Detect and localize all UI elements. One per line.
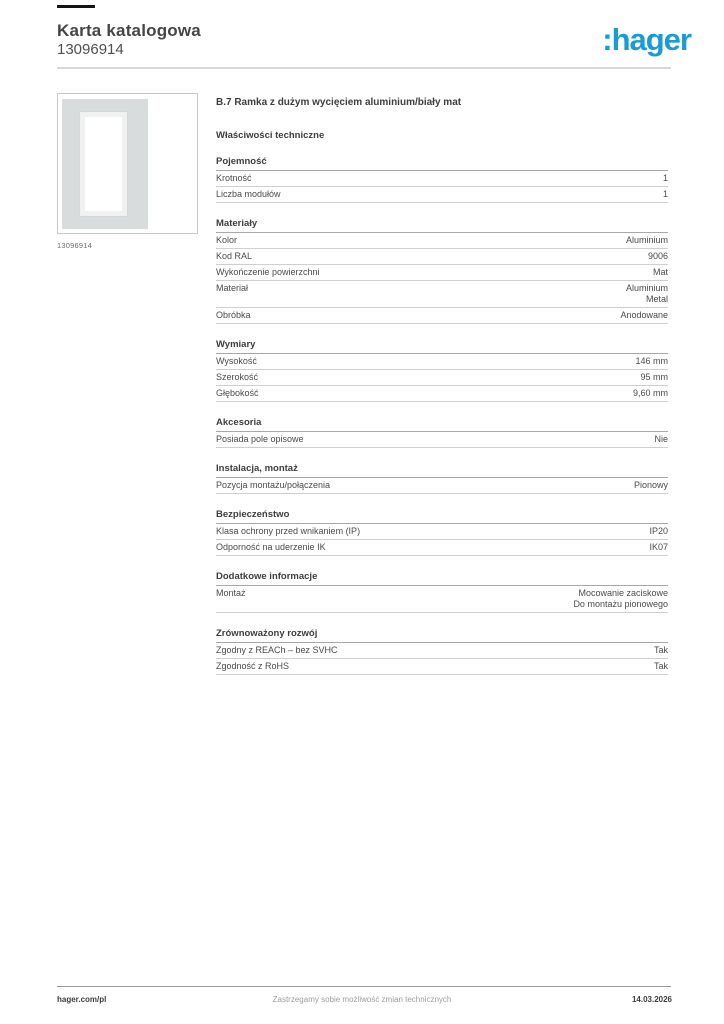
spec-value-line: 9,60 mm <box>632 388 668 398</box>
spec-section <box>216 219 668 324</box>
spec-value <box>663 189 668 200</box>
spec-row <box>216 432 668 448</box>
spec-value-line: Mocowanie zaciskowe <box>578 588 668 598</box>
spec-label: Kolor <box>216 235 238 245</box>
spec-section <box>216 629 668 675</box>
spec-row <box>216 281 668 308</box>
spec-label: Zgodność z RoHS <box>216 661 290 671</box>
spec-value <box>626 283 668 305</box>
specs-sections <box>216 157 668 675</box>
spec-label: Materiał <box>216 283 249 293</box>
spec-value-line: Nie <box>654 434 668 444</box>
spec-value-line: 9006 <box>647 251 668 261</box>
spec-section-title: Materiały <box>216 219 668 233</box>
footer-divider <box>57 986 671 987</box>
spec-value-line: IP20 <box>649 526 668 536</box>
spec-value-line: 146 mm <box>635 356 668 366</box>
footer-disclaimer: Zastrzegamy sobie możliwość zmian technicznych <box>272 995 452 1004</box>
product-name: B.7 Ramka z dużym wycięciem aluminium/biały mat <box>216 97 462 108</box>
spec-label: Odporność na uderzenie IK <box>216 542 326 552</box>
spec-label: Wykończenie powierzchni <box>216 267 320 277</box>
spec-value <box>635 356 668 367</box>
spec-section <box>216 572 668 613</box>
spec-row <box>216 659 668 675</box>
spec-section <box>216 340 668 402</box>
spec-section <box>216 464 668 494</box>
spec-section-title: Dodatkowe informacje <box>216 572 668 586</box>
spec-row <box>216 643 668 659</box>
spec-section-title: Akcesoria <box>216 418 668 432</box>
spec-value-line: 95 mm <box>640 372 668 382</box>
spec-row <box>216 249 668 265</box>
top-crop-mark <box>57 5 95 8</box>
spec-value <box>649 526 668 537</box>
spec-row <box>216 370 668 386</box>
spec-value-line: Anodowane <box>620 310 668 320</box>
spec-label: Klasa ochrony przed wnikaniem (IP) <box>216 526 361 536</box>
spec-section-title: Pojemność <box>216 157 668 171</box>
spec-value-line: 1 <box>662 189 668 199</box>
spec-section-title: Wymiary <box>216 340 668 354</box>
spec-row <box>216 586 668 613</box>
spec-value <box>654 645 668 656</box>
product-image <box>57 93 198 234</box>
specs-column <box>216 93 668 675</box>
spec-section-title: Instalacja, montaż <box>216 464 668 478</box>
spec-value <box>648 251 668 262</box>
spec-label: Wysokość <box>216 356 257 366</box>
spec-row <box>216 308 668 324</box>
spec-row <box>216 354 668 370</box>
spec-label: Obróbka <box>216 310 251 320</box>
header-divider <box>57 67 671 69</box>
spec-value <box>634 480 668 491</box>
spec-row <box>216 187 668 203</box>
spec-label: Liczba modułów <box>216 189 281 199</box>
spec-label: Krotność <box>216 173 252 183</box>
spec-value <box>654 661 668 672</box>
spec-value-line: Mat <box>652 267 668 277</box>
spec-value <box>649 542 668 553</box>
spec-value-line: 1 <box>662 173 668 183</box>
spec-value-line: Pionowy <box>633 480 668 490</box>
spec-row <box>216 386 668 402</box>
spec-label: Zgodny z REACh – bez SVHC <box>216 645 338 655</box>
spec-section-title: Zrównoważony rozwój <box>216 629 668 643</box>
product-image-caption: 13096914 <box>57 241 92 250</box>
spec-value <box>654 434 668 445</box>
spec-label: Posiada pole opisowe <box>216 434 304 444</box>
spec-row <box>216 478 668 494</box>
frame-plate-graphic <box>62 99 148 229</box>
spec-value <box>663 173 668 184</box>
spec-value-line: Metal <box>645 294 668 304</box>
product-number: 13096914 <box>57 41 124 58</box>
spec-section <box>216 510 668 556</box>
spec-section <box>216 157 668 203</box>
spec-section-title: Bezpieczeństwo <box>216 510 668 524</box>
spec-value-line: Tak <box>653 645 668 655</box>
spec-row <box>216 171 668 187</box>
hager-logo: :hager <box>602 22 691 57</box>
spec-value <box>573 588 668 610</box>
spec-value <box>640 372 668 383</box>
spec-label: Szerokość <box>216 372 259 382</box>
spec-value-line: Aluminium <box>625 235 668 245</box>
spec-row <box>216 524 668 540</box>
spec-value-line: Do montażu pionowego <box>573 599 668 609</box>
spec-row <box>216 540 668 556</box>
spec-value <box>620 310 668 321</box>
spec-label: Pozycja montażu/połączenia <box>216 480 331 490</box>
spec-value <box>633 388 668 399</box>
spec-section <box>216 418 668 448</box>
spec-value <box>653 267 668 278</box>
specs-heading: Właściwości techniczne <box>216 130 325 141</box>
footer-date: 14.03.2026 <box>631 995 672 1004</box>
spec-value-line: Tak <box>653 661 668 671</box>
page-title: Karta katalogowa <box>57 21 201 40</box>
spec-row <box>216 233 668 249</box>
spec-label: Montaż <box>216 588 246 598</box>
frame-cutout-graphic <box>80 112 127 216</box>
spec-label: Głębokość <box>216 388 259 398</box>
spec-label: Kod RAL <box>216 251 253 261</box>
footer-website-link[interactable]: hager.com/pl <box>57 995 107 1004</box>
spec-value-line: IK07 <box>649 542 668 552</box>
spec-value <box>626 235 668 246</box>
spec-row <box>216 265 668 281</box>
spec-value-line: Aluminium <box>625 283 668 293</box>
